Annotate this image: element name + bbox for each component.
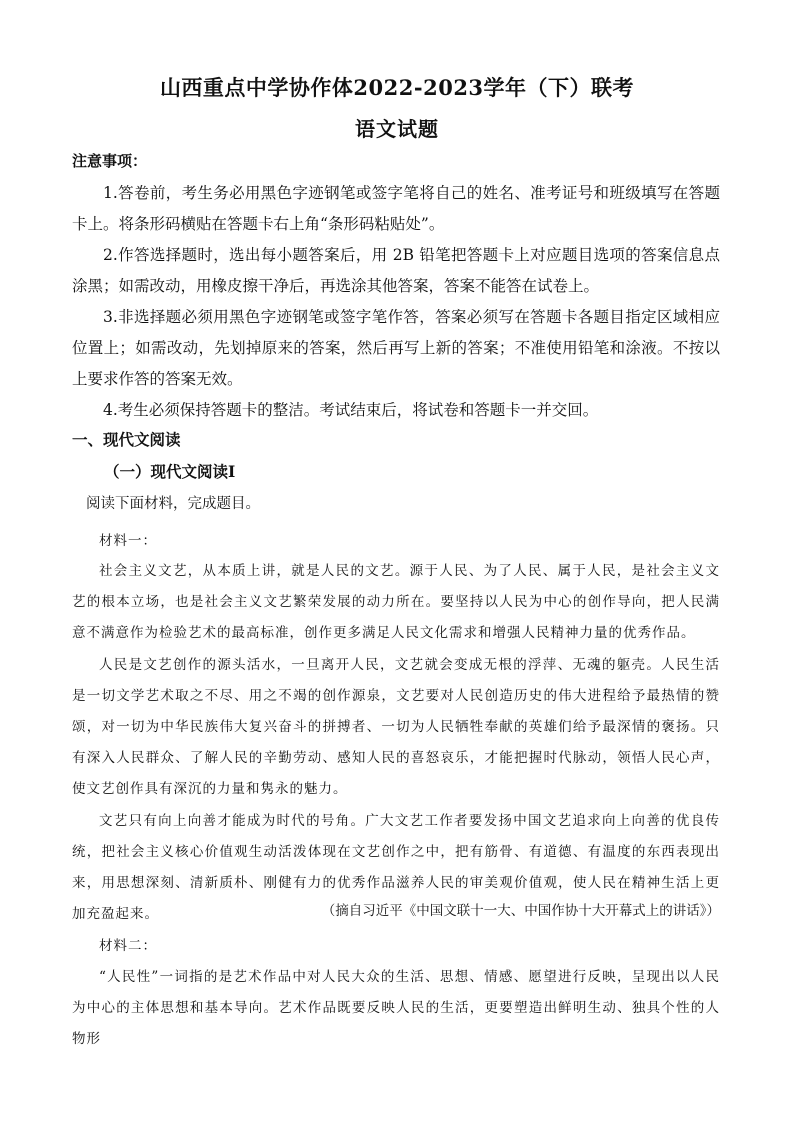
material-2-paragraph: “人民性”一词指的是艺术作品中对人民大众的生活、思想、情感、愿望进行反映，呈现出以人民为中心的主体思想和基本导向。艺术作品既要反映人民的生活，更要塑造出鲜明生动、独具个性的人物形 <box>72 969 720 1047</box>
material-1-paragraph: 社会主义文艺，从本质上讲，就是人民的文艺。源于人民、为了人民、属于人民，是社会主义文艺的根本立场，也是社会主义文艺繁荣发展的动力所在。要坚持以人民为中心的创作导向，把人民满意不满意作为检验艺术的最高标准，创作更多满足人民文化需求和增强人民精神力量的优秀作品。 <box>72 563 720 641</box>
material-1-label: 材料一： <box>99 533 157 549</box>
material-1-paragraph: 文艺只有向上向善才能成为时代的号角。广大文艺工作者要发扬中国文艺追求向上向善的优良传统，把社会主义核心价值观生动活泼体现在文艺创作之中，把有筋骨、有道德、有温度的东西表现出来，用思想深刻、清新质朴、刚健有力的优秀作品滋养人民的审美观价值观，使人民在精神生活上更加充盈起来。 <box>72 813 720 922</box>
notice-heading: 注意事项： <box>72 152 148 170</box>
notice-item-4: 4.考生必须保持答题卡的整洁。考试结束后，将试卷和答题卡一并交回。 <box>103 401 599 419</box>
exam-subtitle: 语文试题 <box>355 117 439 141</box>
exam-title: 山西重点中学协作体2022-2023学年（下）联考 <box>159 75 635 100</box>
notice-item-1: 1.答卷前，考生务必用黑色字迹钢笔或签字笔将自己的姓名、准考证号和班级填写在答题卡上。将条形码横贴在答题卡右上角“条形码粘贴处”。 <box>72 184 720 233</box>
subsection-heading: （一）现代文阅读Ⅰ <box>104 462 236 481</box>
section-heading: 一、现代文阅读 <box>72 430 181 449</box>
material-1-citation: （摘自习近平《中国文联十一大、中国作协十大开幕式上的讲话》） <box>321 903 720 919</box>
reading-instruction: 阅读下面材料，完成题目。 <box>86 496 260 512</box>
material-2-label: 材料二： <box>99 938 157 954</box>
notice-item-3: 3.非选择题必须用黑色字迹钢笔或签字笔作答，答案必须写在答题卡各题目指定区域相应位置上；如需改动，先划掉原来的答案，然后再写上新的答案；不准使用铅笔和涂液。不按以上要求作答的答案无效。 <box>72 308 720 388</box>
material-1-paragraph: 人民是文艺创作的源头活水，一旦离开人民，文艺就会变成无根的浮萍、无魂的躯壳。人民生活是一切文学艺术取之不尽、用之不竭的创作源泉，文艺要对人民创造历史的伟大进程给予最热情的赞颂，对一切为中华民族伟大复兴奋斗的拼搏者、一切为人民牺牲奉献的英雄们给予最深情的褒扬。只有深入人民群众、了解人民的辛勤劳动、感知人民的喜怒哀乐，才能把握时代脉动，领悟人民心声，使文艺创作具有深沉的力量和隽永的魅力。 <box>72 657 720 797</box>
notice-item-2: 2.作答选择题时，选出每小题答案后，用 2B 铅笔把答题卡上对应题目选项的答案信息点涂黑；如需改动，用橡皮擦干净后，再选涂其他答案，答案不能答在试卷上。 <box>72 246 720 295</box>
